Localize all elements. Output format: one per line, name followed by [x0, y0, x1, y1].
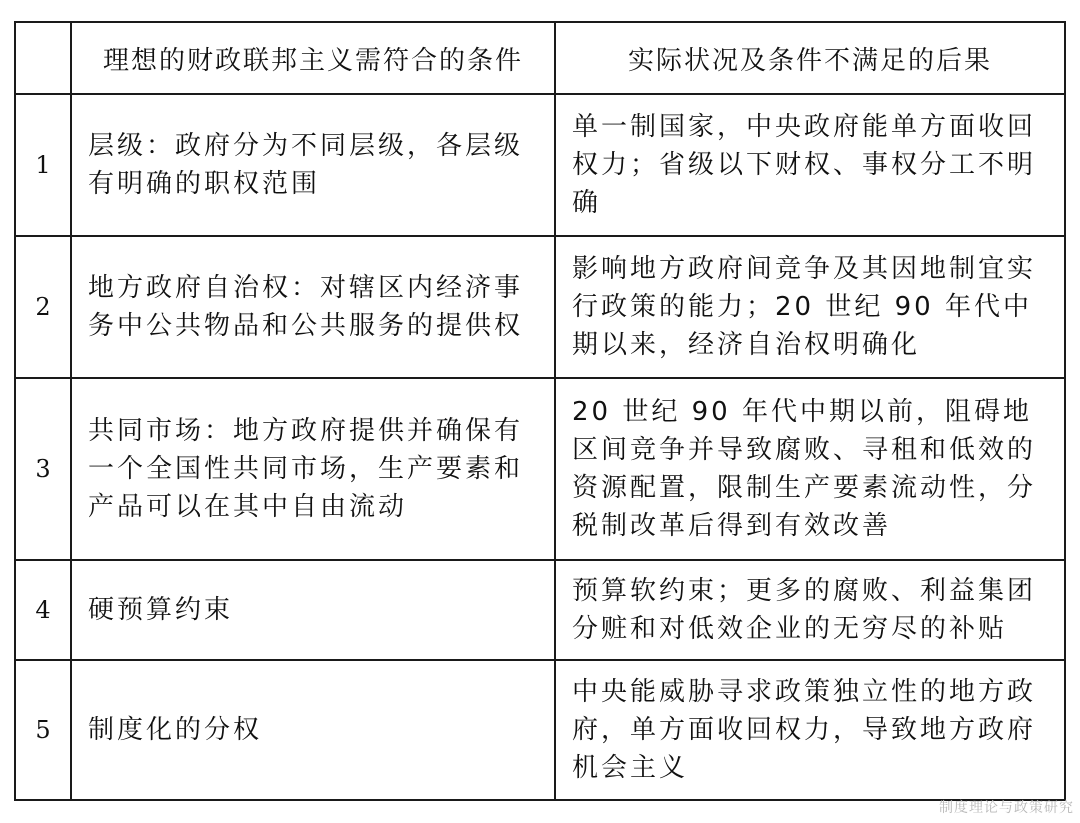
- condition-cell: 硬预算约束: [71, 560, 555, 660]
- row-number: 1: [15, 94, 71, 236]
- condition-cell: 共同市场：地方政府提供并确保有一个全国性共同市场，生产要素和产品可以在其中自由流动: [71, 378, 555, 560]
- table-header-row: [15, 22, 1065, 94]
- header-condition: 理想的财政联邦主义需符合的条件: [71, 22, 555, 94]
- row-number: 5: [15, 660, 71, 800]
- result-cell: 影响地方政府间竞争及其因地制宜实行政策的能力；20 世纪 90 年代中期以来，经济自治权明确化: [555, 236, 1065, 378]
- table-row: [15, 378, 1065, 560]
- result-cell: 中央能威胁寻求政策独立性的地方政府，单方面收回权力，导致地方政府机会主义: [555, 660, 1065, 800]
- header-result: 实际状况及条件不满足的后果: [555, 22, 1065, 94]
- watermark: 制度理论与政策研究: [939, 800, 1074, 816]
- condition-cell: 层级：政府分为不同层级，各层级有明确的职权范围: [71, 94, 555, 236]
- table-row: [15, 236, 1065, 378]
- result-cell: 单一制国家，中央政府能单方面收回权力；省级以下财权、事权分工不明确: [555, 94, 1065, 236]
- row-number: 3: [15, 378, 71, 560]
- result-cell: 预算软约束；更多的腐败、利益集团分赃和对低效企业的无穷尽的补贴: [555, 560, 1065, 660]
- row-number: 4: [15, 560, 71, 660]
- condition-cell: 制度化的分权: [71, 660, 555, 800]
- table-row: [15, 94, 1065, 236]
- header-num-cell: [15, 22, 71, 94]
- row-number: 2: [15, 236, 71, 378]
- table-row: [15, 660, 1065, 800]
- conditions-table: [14, 21, 1066, 801]
- result-cell: 20 世纪 90 年代中期以前，阻碍地区间竞争并导致腐败、寻租和低效的资源配置，限制生产要素流动性，分税制改革后得到有效改善: [555, 378, 1065, 560]
- condition-cell: 地方政府自治权：对辖区内经济事务中公共物品和公共服务的提供权: [71, 236, 555, 378]
- table-row: [15, 560, 1065, 660]
